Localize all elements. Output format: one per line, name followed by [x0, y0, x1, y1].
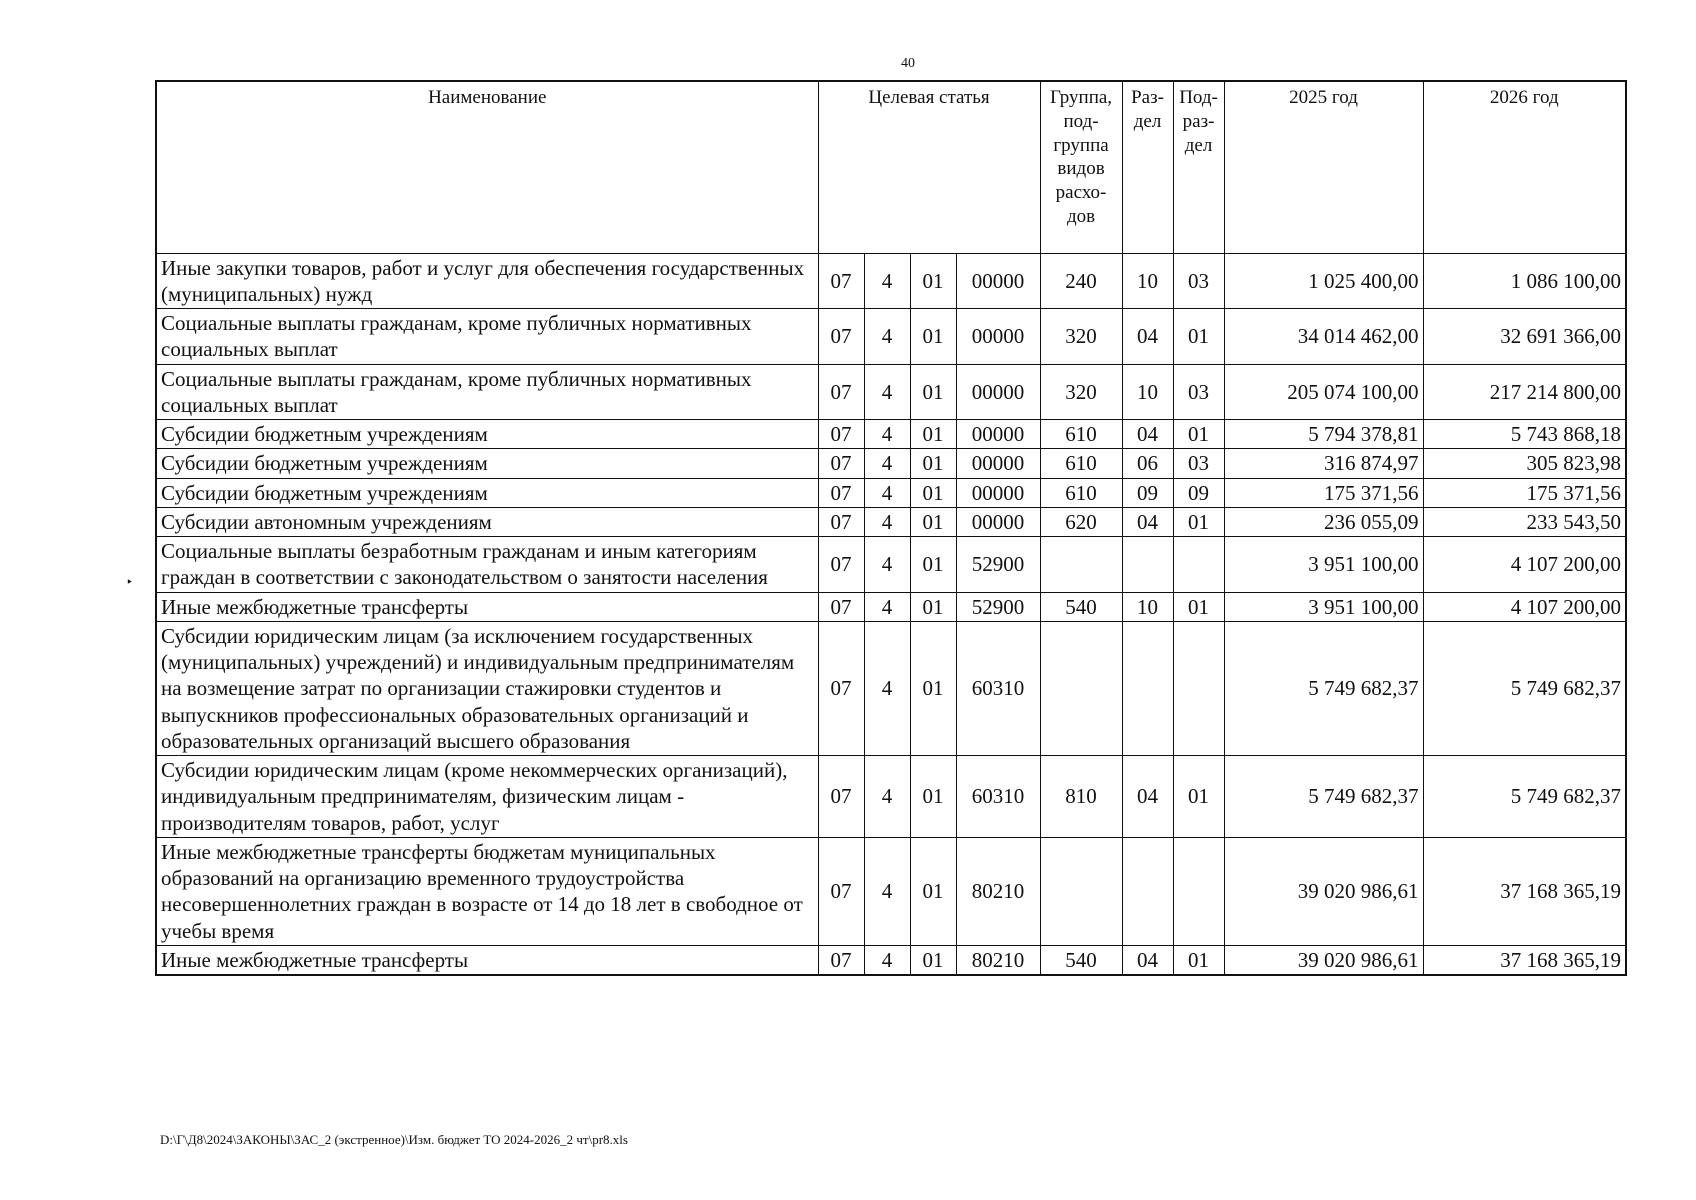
cell-group: 620	[1040, 507, 1122, 536]
cell-target-3: 01	[910, 537, 956, 593]
cell-target-2: 4	[864, 420, 910, 449]
cell-y2025: 316 874,97	[1224, 449, 1423, 478]
cell-subsection: 03	[1173, 253, 1224, 309]
table-row	[156, 945, 1626, 975]
table-row	[156, 592, 1626, 621]
cell-section	[1122, 837, 1173, 945]
cell-y2026: 305 823,98	[1423, 449, 1626, 478]
cell-y2025: 39 020 986,61	[1224, 837, 1423, 945]
cell-group: 610	[1040, 420, 1122, 449]
cell-target-1: 07	[818, 537, 864, 593]
cell-name: Иные закупки товаров, работ и услуг для обеспечения государственных (муниципальных) нужд	[156, 253, 818, 309]
cell-group: 320	[1040, 309, 1122, 365]
cell-y2025: 3 951 100,00	[1224, 537, 1423, 593]
cell-y2026: 1 086 100,00	[1423, 253, 1626, 309]
header-section	[1122, 81, 1173, 253]
cell-y2025: 5 749 682,37	[1224, 621, 1423, 755]
cell-subsection	[1173, 837, 1224, 945]
cell-subsection: 03	[1173, 449, 1224, 478]
cell-y2026: 4 107 200,00	[1423, 537, 1626, 593]
cell-target-3: 01	[910, 364, 956, 420]
header-group-line: группа	[1053, 134, 1109, 156]
cell-y2025: 205 074 100,00	[1224, 364, 1423, 420]
header-subsection-line: Под-	[1179, 87, 1218, 108]
cell-subsection	[1173, 621, 1224, 755]
footer-file-path: D:\Г\Д8\2024\ЗАКОНЫ\ЗАС_2 (экстренное)\Изм. бюджет ТО 2024-2026_2 чт\pr8.xls	[160, 1132, 628, 1147]
cell-name: Социальные выплаты безработным гражданам и иным категориям граждан в соответствии с законодательством о занятости населения	[156, 537, 818, 593]
cell-y2026: 37 168 365,19	[1423, 945, 1626, 975]
cell-target-2: 4	[864, 478, 910, 507]
cell-group: 540	[1040, 592, 1122, 621]
table-row	[156, 449, 1626, 478]
cell-target-4: 00000	[956, 507, 1040, 536]
header-group-line: расхо-	[1055, 182, 1107, 203]
cell-section: 10	[1122, 364, 1173, 420]
cell-group: 610	[1040, 478, 1122, 507]
header-2026: 2026 год	[1423, 81, 1626, 253]
cell-target-1: 07	[818, 253, 864, 309]
table-row	[156, 420, 1626, 449]
cell-target-1: 07	[818, 364, 864, 420]
cell-target-2: 4	[864, 837, 910, 945]
cell-name: Иные межбюджетные трансферты	[156, 592, 818, 621]
cell-target-1: 07	[818, 945, 864, 975]
cell-y2026: 32 691 366,00	[1423, 309, 1626, 365]
cell-y2026: 5 749 682,37	[1423, 756, 1626, 838]
cell-subsection	[1173, 537, 1224, 593]
cell-section: 04	[1122, 309, 1173, 365]
cell-target-4: 80210	[956, 837, 1040, 945]
cell-name: Социальные выплаты гражданам, кроме публичных нормативных социальных выплат	[156, 309, 818, 365]
cell-target-2: 4	[864, 945, 910, 975]
cell-section	[1122, 537, 1173, 593]
cell-target-3: 01	[910, 507, 956, 536]
cell-y2025: 34 014 462,00	[1224, 309, 1423, 365]
cell-name: Социальные выплаты гражданам, кроме публичных нормативных социальных выплат	[156, 364, 818, 420]
cell-name: Иные межбюджетные трансферты	[156, 945, 818, 975]
cell-target-4: 52900	[956, 537, 1040, 593]
table-row	[156, 478, 1626, 507]
table-row	[156, 253, 1626, 309]
cell-target-2: 4	[864, 309, 910, 365]
cell-target-1: 07	[818, 449, 864, 478]
cell-target-2: 4	[864, 621, 910, 755]
table-row	[156, 309, 1626, 365]
header-target: Целевая статья	[818, 81, 1040, 253]
cell-y2026: 217 214 800,00	[1423, 364, 1626, 420]
cell-target-3: 01	[910, 420, 956, 449]
cell-target-2: 4	[864, 449, 910, 478]
cell-section: 10	[1122, 592, 1173, 621]
cell-subsection: 01	[1173, 592, 1224, 621]
cell-target-3: 01	[910, 309, 956, 365]
cell-target-1: 07	[818, 478, 864, 507]
header-name: Наименование	[156, 81, 818, 253]
cell-target-2: 4	[864, 537, 910, 593]
cell-name: Субсидии автономным учреждениям	[156, 507, 818, 536]
cell-target-3: 01	[910, 756, 956, 838]
header-2025: 2025 год	[1224, 81, 1423, 253]
cell-name: Субсидии юридическим лицам (за исключением государственных (муниципальных) учреждений) и индивидуальным предпринимателям на возмещение затрат по организации стажировки студентов и выпускников профессиональных образовательных организаций и образовательных организаций высшего образования	[156, 621, 818, 755]
table-row	[156, 756, 1626, 838]
cell-target-1: 07	[818, 507, 864, 536]
cell-target-3: 01	[910, 478, 956, 507]
cell-y2025: 3 951 100,00	[1224, 592, 1423, 621]
cell-target-2: 4	[864, 756, 910, 838]
cell-target-1: 07	[818, 420, 864, 449]
cell-target-2: 4	[864, 592, 910, 621]
cell-group: 540	[1040, 945, 1122, 975]
cell-section: 10	[1122, 253, 1173, 309]
cell-target-1: 07	[818, 756, 864, 838]
cell-group: 610	[1040, 449, 1122, 478]
cell-target-4: 80210	[956, 945, 1040, 975]
cell-y2025: 39 020 986,61	[1224, 945, 1423, 975]
header-section-line: Раз-	[1131, 87, 1164, 108]
cell-y2026: 37 168 365,19	[1423, 837, 1626, 945]
header-section-line: дел	[1133, 110, 1162, 132]
cell-target-4: 00000	[956, 309, 1040, 365]
cell-target-3: 01	[910, 253, 956, 309]
cell-y2025: 5 749 682,37	[1224, 756, 1423, 838]
cell-y2026: 5 749 682,37	[1423, 621, 1626, 755]
cell-name: Субсидии бюджетным учреждениям	[156, 420, 818, 449]
cell-subsection: 09	[1173, 478, 1224, 507]
cell-target-2: 4	[864, 507, 910, 536]
table-row	[156, 507, 1626, 536]
cell-section: 09	[1122, 478, 1173, 507]
cell-y2025: 236 055,09	[1224, 507, 1423, 536]
cell-target-3: 01	[910, 945, 956, 975]
cell-subsection: 01	[1173, 756, 1224, 838]
cell-target-3: 01	[910, 592, 956, 621]
cell-y2025: 175 371,56	[1224, 478, 1423, 507]
cell-group	[1040, 621, 1122, 755]
cell-y2026: 4 107 200,00	[1423, 592, 1626, 621]
cell-group	[1040, 837, 1122, 945]
cell-section: 04	[1122, 420, 1173, 449]
cell-y2026: 175 371,56	[1423, 478, 1626, 507]
header-group-line: дов	[1066, 205, 1096, 227]
cell-target-1: 07	[818, 621, 864, 755]
cell-target-1: 07	[818, 592, 864, 621]
header-row	[156, 81, 1626, 253]
cell-group	[1040, 537, 1122, 593]
cell-target-3: 01	[910, 837, 956, 945]
table-row	[156, 621, 1626, 755]
cell-section: 04	[1122, 756, 1173, 838]
cell-section: 06	[1122, 449, 1173, 478]
cell-target-4: 60310	[956, 621, 1040, 755]
cell-target-2: 4	[864, 364, 910, 420]
header-group-line: под-	[1063, 110, 1099, 132]
table-row	[156, 364, 1626, 420]
cell-target-1: 07	[818, 837, 864, 945]
cell-group: 240	[1040, 253, 1122, 309]
page-number: 40	[901, 56, 915, 71]
cell-subsection: 01	[1173, 420, 1224, 449]
cell-name: Иные межбюджетные трансферты бюджетам муниципальных образований на организацию временного трудоустройства несовершеннолетних граждан в возрасте от 14 до 18 лет в свободное от учебы время	[156, 837, 818, 945]
cell-section: 04	[1122, 507, 1173, 536]
cell-target-4: 00000	[956, 420, 1040, 449]
table-row	[156, 537, 1626, 593]
header-subsection	[1173, 81, 1224, 253]
header-group	[1040, 81, 1122, 253]
cell-group: 810	[1040, 756, 1122, 838]
cell-y2026: 5 743 868,18	[1423, 420, 1626, 449]
cell-target-4: 00000	[956, 478, 1040, 507]
cell-target-4: 00000	[956, 449, 1040, 478]
cell-target-3: 01	[910, 449, 956, 478]
table-row	[156, 837, 1626, 945]
cell-target-4: 00000	[956, 253, 1040, 309]
cell-target-4: 00000	[956, 364, 1040, 420]
cell-name: Субсидии юридическим лицам (кроме некоммерческих организаций), индивидуальным предпринимателям, физическим лицам - производителям товаров, работ, услуг	[156, 756, 818, 838]
cell-group: 320	[1040, 364, 1122, 420]
budget-table	[155, 80, 1627, 976]
cell-target-4: 52900	[956, 592, 1040, 621]
cell-target-4: 60310	[956, 756, 1040, 838]
cell-y2026: 233 543,50	[1423, 507, 1626, 536]
header-subsection-line: раз-	[1182, 110, 1215, 132]
header-group-line: видов	[1057, 158, 1105, 180]
header-subsection-line: дел	[1184, 134, 1213, 156]
cell-target-1: 07	[818, 309, 864, 365]
cell-subsection: 01	[1173, 309, 1224, 365]
cell-name: Субсидии бюджетным учреждениям	[156, 478, 818, 507]
header-group-line: Группа,	[1050, 87, 1113, 108]
cell-subsection: 03	[1173, 364, 1224, 420]
cell-y2025: 1 025 400,00	[1224, 253, 1423, 309]
cell-section: 04	[1122, 945, 1173, 975]
cell-section	[1122, 621, 1173, 755]
cell-subsection: 01	[1173, 945, 1224, 975]
cell-name: Субсидии бюджетным учреждениям	[156, 449, 818, 478]
cell-y2025: 5 794 378,81	[1224, 420, 1423, 449]
cell-target-2: 4	[864, 253, 910, 309]
margin-mark: ‣	[126, 575, 134, 589]
cell-target-3: 01	[910, 621, 956, 755]
cell-subsection: 01	[1173, 507, 1224, 536]
